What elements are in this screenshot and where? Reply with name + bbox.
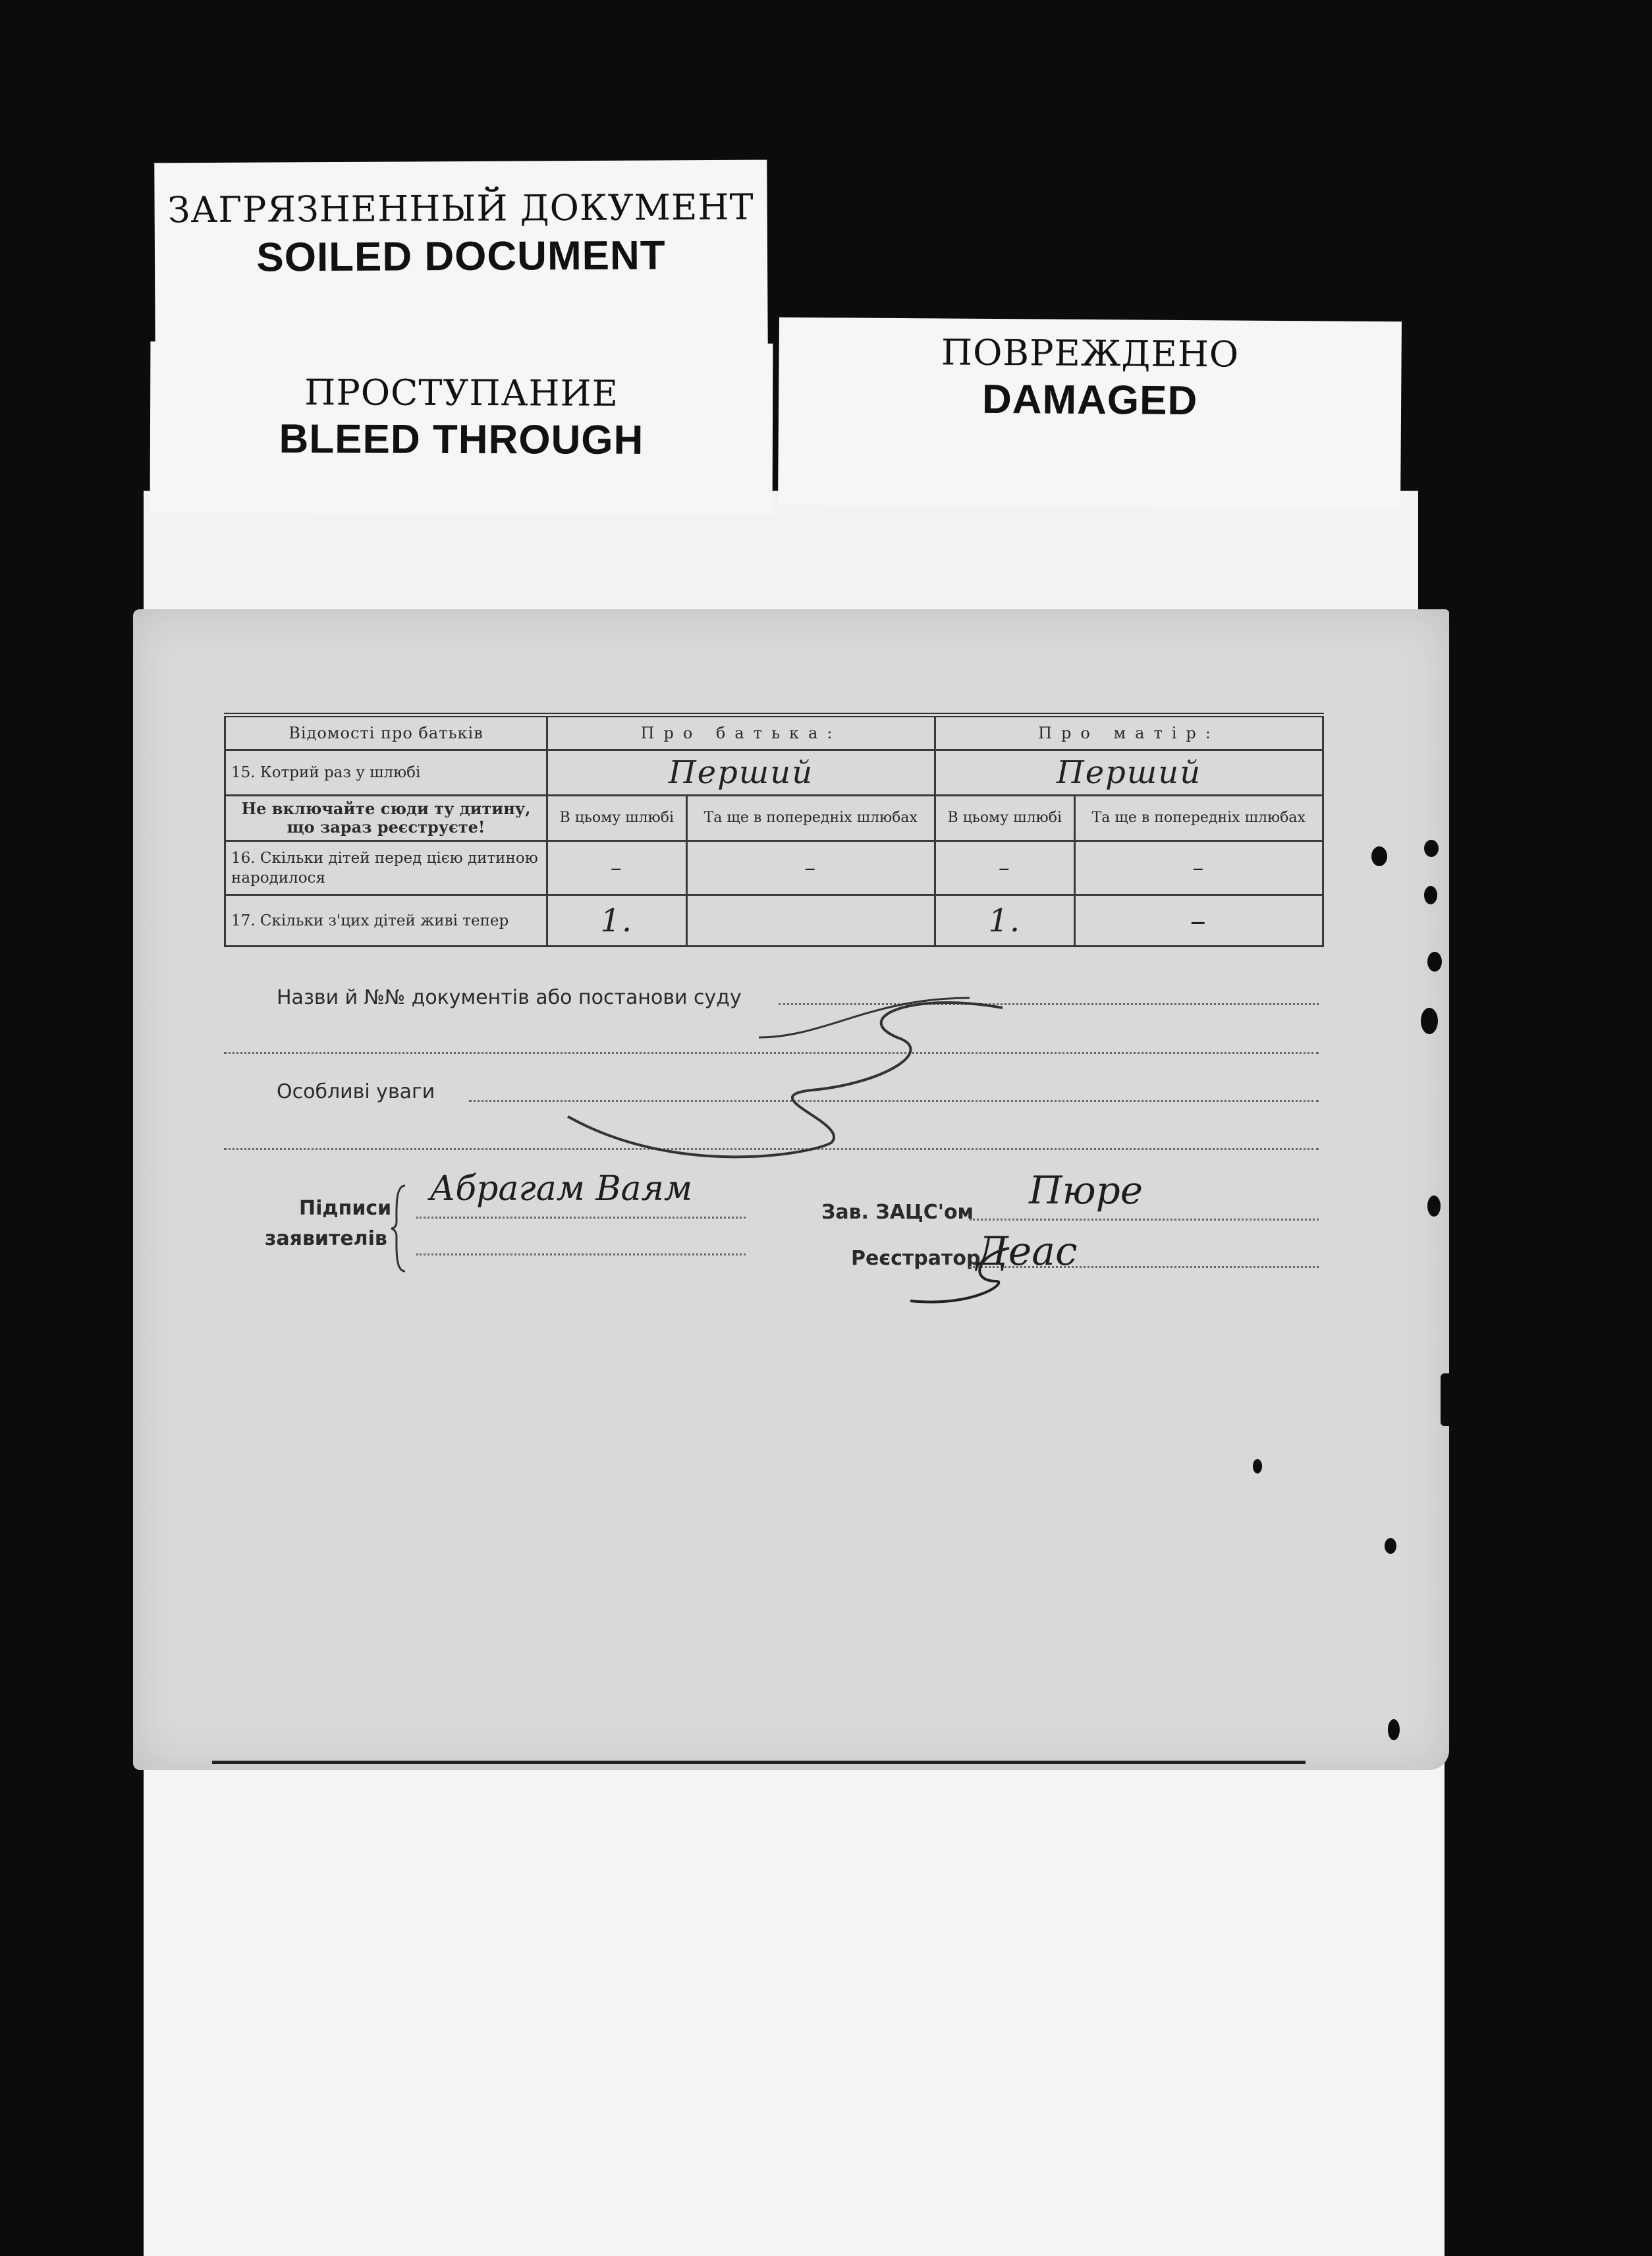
signatures-label: заявителів — [265, 1227, 387, 1250]
registrar-label: Реєстратор — [851, 1247, 981, 1270]
table-cell — [1074, 895, 1323, 947]
row-label: 15. Котрий раз у шлюбі — [225, 750, 547, 796]
bleed-through-card — [150, 341, 773, 514]
bleed-en-label: BLEED THROUGH — [279, 416, 644, 463]
handwritten-value: – — [1192, 854, 1205, 881]
table-row — [225, 895, 1323, 947]
table-cell — [686, 841, 935, 895]
documents-label: Назви й №№ документів або постанови суду — [277, 986, 742, 1009]
table-row — [225, 750, 1323, 796]
header-cell: Про матір: — [935, 715, 1323, 750]
form-page — [133, 609, 1449, 1770]
handwritten-value: – — [1190, 902, 1207, 939]
damaged-ru-label: ПОВРЕЖДЕНО — [941, 331, 1240, 375]
parents-info-table — [224, 713, 1324, 947]
table-subheader-row — [225, 796, 1323, 841]
damage-hole — [1424, 840, 1439, 857]
handwritten-value: Перший — [1056, 754, 1202, 791]
table-cell — [547, 895, 687, 947]
damage-hole — [1385, 1538, 1396, 1554]
row-label: 16. Скільки дітей перед цією дитиною народилося — [225, 841, 547, 895]
damage-hole — [1427, 1196, 1441, 1217]
table-row — [225, 841, 1323, 895]
row-label: 17. Скільки з'цих дітей живі тепер — [225, 895, 547, 947]
bottom-rule — [212, 1761, 1306, 1764]
applicant-signature: Абрагам Ваям — [429, 1169, 693, 1209]
damage-hole — [1388, 1719, 1400, 1740]
table-cell: Та ще в попередніх шлюбах — [686, 796, 935, 841]
dotted-line — [970, 1219, 1319, 1221]
zags-signature: Пюре — [1029, 1168, 1143, 1213]
damage-hole — [1427, 952, 1442, 972]
registrar-flourish — [897, 1235, 1055, 1314]
table-cell — [935, 750, 1323, 796]
strike-scribble — [541, 978, 1068, 1176]
handwritten-value: Перший — [668, 754, 814, 791]
bleed-ru-label: ПРОСТУПАНИЕ — [304, 371, 619, 414]
brace — [389, 1182, 408, 1275]
table-cell — [935, 895, 1074, 947]
handwritten-value: – — [998, 854, 1011, 881]
handwritten-value: 1. — [988, 902, 1022, 939]
damage-hole — [1421, 1008, 1438, 1034]
damage-hole — [1253, 1459, 1262, 1473]
table-cell: В цьому шлюбі — [547, 796, 687, 841]
damage-hole — [1441, 1373, 1452, 1426]
signatures-label: Підписи — [299, 1197, 392, 1220]
dotted-line — [416, 1217, 746, 1219]
soiled-ru-label: ЗАГРЯЗНЕННЫЙ ДОКУМЕНТ — [167, 186, 754, 231]
header-cell: Про батька: — [547, 715, 935, 750]
table-cell — [935, 841, 1074, 895]
header-cell: Відомості про батьків — [225, 715, 547, 750]
table-cell: Та ще в попередніх шлюбах — [1074, 796, 1323, 841]
row-label: Не включайте сюди ту дитину, що зараз реєструєте! — [225, 796, 547, 841]
handwritten-value: 1. — [600, 902, 634, 939]
table-header-row — [225, 715, 1323, 750]
damage-hole — [1371, 846, 1387, 866]
registrar-signature: Деас — [976, 1228, 1078, 1275]
soiled-en-label: SOILED DOCUMENT — [256, 233, 666, 281]
handwritten-value: – — [610, 854, 623, 881]
table-cell — [547, 750, 935, 796]
handwritten-value: – — [804, 854, 817, 881]
dotted-line — [416, 1253, 746, 1255]
table-cell — [547, 841, 687, 895]
table-cell: В цьому шлюбі — [935, 796, 1074, 841]
table-cell — [686, 895, 935, 947]
backing-sheet — [144, 1713, 1445, 2256]
zags-label: Зав. ЗАЦС'ом — [821, 1201, 974, 1224]
damage-hole — [1424, 886, 1437, 904]
notes-label: Особливі уваги — [277, 1080, 435, 1103]
damaged-card — [778, 317, 1402, 510]
damaged-en-label: DAMAGED — [981, 376, 1198, 424]
soiled-document-card — [154, 160, 767, 351]
table-cell — [1074, 841, 1323, 895]
